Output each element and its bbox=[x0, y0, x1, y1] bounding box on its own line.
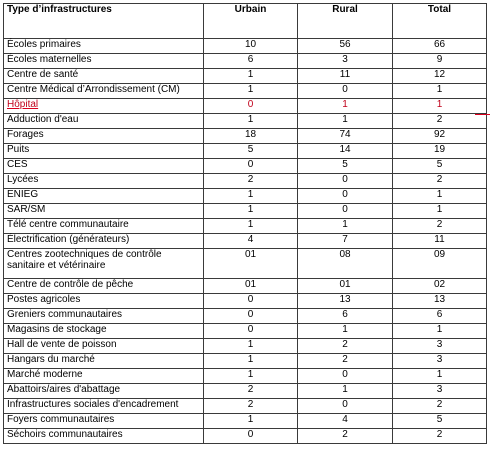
row-urbain bbox=[204, 384, 298, 399]
row-label bbox=[4, 249, 204, 279]
row-label bbox=[4, 174, 204, 189]
table-row bbox=[4, 174, 487, 189]
row-urbain-text: 5 bbox=[247, 144, 254, 155]
row-total-text: 1 bbox=[436, 99, 443, 110]
row-rural-text: 1 bbox=[342, 219, 348, 230]
row-rural-text: 0 bbox=[342, 189, 348, 200]
table-row bbox=[4, 69, 487, 84]
row-urbain-text: 1 bbox=[247, 219, 254, 230]
row-label-text: Foyers communautaires bbox=[7, 414, 115, 425]
row-rural bbox=[298, 309, 393, 324]
row-rural-text: 7 bbox=[342, 234, 348, 245]
row-urbain bbox=[204, 429, 298, 444]
row-total bbox=[393, 219, 487, 234]
row-label bbox=[4, 324, 204, 339]
row-label bbox=[4, 354, 204, 369]
row-rural-text: 0 bbox=[342, 204, 348, 215]
row-label-text: Centre Médical d’Arrondissement (CM) bbox=[7, 84, 180, 95]
row-total bbox=[393, 54, 487, 69]
row-label-text: Centres zootechniques de contrôle sanitaire et vétérinaire bbox=[7, 249, 162, 272]
row-urbain bbox=[204, 399, 298, 414]
row-urbain-text: 18 bbox=[244, 129, 257, 140]
table-row bbox=[4, 144, 487, 159]
row-urbain bbox=[204, 234, 298, 249]
row-total-text: 09 bbox=[433, 249, 446, 260]
row-total-text: 1 bbox=[436, 324, 443, 335]
row-label bbox=[4, 159, 204, 174]
row-total bbox=[393, 249, 487, 279]
row-label-text: Hôpital bbox=[7, 99, 39, 110]
row-total-text: 6 bbox=[436, 309, 443, 320]
row-label bbox=[4, 429, 204, 444]
row-total bbox=[393, 234, 487, 249]
row-label bbox=[4, 189, 204, 204]
row-urbain-text: 0 bbox=[247, 99, 254, 110]
row-label-text: Hall de vente de poisson bbox=[7, 339, 117, 350]
table-body bbox=[4, 39, 487, 444]
row-total bbox=[393, 309, 487, 324]
row-rural bbox=[298, 174, 393, 189]
row-total-text: 66 bbox=[433, 39, 446, 50]
table-header-row bbox=[4, 4, 487, 39]
row-urbain bbox=[204, 159, 298, 174]
row-total-text: 3 bbox=[436, 354, 443, 365]
row-total bbox=[393, 69, 487, 84]
row-label-text: Électrification (générateurs) bbox=[7, 234, 130, 245]
row-urbain bbox=[204, 324, 298, 339]
row-total bbox=[393, 99, 487, 114]
row-total-text: 1 bbox=[436, 369, 443, 380]
row-total-text: 5 bbox=[436, 159, 443, 170]
row-label-text: ENIEG bbox=[7, 189, 39, 200]
row-urbain bbox=[204, 189, 298, 204]
row-urbain-text: 0 bbox=[247, 294, 254, 305]
row-rural bbox=[298, 369, 393, 384]
row-rural-text: 01 bbox=[339, 279, 351, 290]
row-urbain bbox=[204, 99, 298, 114]
row-label bbox=[4, 294, 204, 309]
row-total-text: 1 bbox=[436, 189, 443, 200]
row-rural bbox=[298, 234, 393, 249]
row-label bbox=[4, 399, 204, 414]
row-rural-text: 4 bbox=[342, 414, 348, 425]
table-row bbox=[4, 129, 487, 144]
table-row bbox=[4, 84, 487, 99]
row-urbain bbox=[204, 54, 298, 69]
row-rural bbox=[298, 294, 393, 309]
row-urbain bbox=[204, 204, 298, 219]
row-rural bbox=[298, 279, 393, 294]
row-rural bbox=[298, 39, 393, 54]
row-total bbox=[393, 189, 487, 204]
row-total bbox=[393, 204, 487, 219]
table-row bbox=[4, 414, 487, 429]
row-rural-text: 13 bbox=[339, 294, 351, 305]
row-urbain-text: 2 bbox=[247, 174, 254, 185]
row-rural bbox=[298, 144, 393, 159]
row-total bbox=[393, 429, 487, 444]
row-label bbox=[4, 69, 204, 84]
row-urbain-text: 2 bbox=[247, 399, 254, 410]
row-label bbox=[4, 114, 204, 129]
table-row bbox=[4, 399, 487, 414]
row-label-text: Lycées bbox=[7, 174, 39, 185]
row-urbain-text: 0 bbox=[247, 159, 254, 170]
row-label-text: Écoles maternelles bbox=[7, 54, 92, 65]
row-total-text: 1 bbox=[436, 204, 443, 215]
header-urbain: Urbain bbox=[204, 4, 298, 39]
row-total bbox=[393, 39, 487, 54]
row-urbain bbox=[204, 129, 298, 144]
row-rural-text: 6 bbox=[342, 309, 348, 320]
row-total-text: 12 bbox=[433, 69, 446, 80]
header-type: Type d’infrastructures bbox=[4, 4, 204, 39]
row-rural bbox=[298, 189, 393, 204]
table-row bbox=[4, 234, 487, 249]
row-rural-text: 3 bbox=[342, 54, 348, 65]
row-label bbox=[4, 234, 204, 249]
row-label-text: Centre de santé bbox=[7, 69, 79, 80]
row-urbain-text: 10 bbox=[244, 39, 257, 50]
row-label-text: Séchoirs communautaires bbox=[7, 429, 123, 440]
row-rural bbox=[298, 429, 393, 444]
row-total bbox=[393, 414, 487, 429]
row-urbain-text: 0 bbox=[247, 429, 254, 440]
row-total-text: 2 bbox=[436, 174, 443, 185]
row-label-text: Abattoirs/aires d'abattage bbox=[7, 384, 121, 395]
row-label bbox=[4, 369, 204, 384]
infrastructure-table bbox=[3, 3, 487, 444]
row-rural-text: 08 bbox=[339, 249, 351, 260]
table-row bbox=[4, 159, 487, 174]
row-total bbox=[393, 114, 487, 129]
row-total-text: 02 bbox=[433, 279, 446, 290]
row-label-text: Adduction d'eau bbox=[7, 114, 79, 125]
row-rural-text: 0 bbox=[342, 369, 348, 380]
table-row bbox=[4, 339, 487, 354]
row-urbain bbox=[204, 369, 298, 384]
row-urbain bbox=[204, 84, 298, 99]
table-row bbox=[4, 39, 487, 54]
row-label bbox=[4, 204, 204, 219]
row-urbain-text: 6 bbox=[247, 54, 254, 65]
row-total-text: 2 bbox=[436, 399, 443, 410]
row-rural-text: 14 bbox=[339, 144, 351, 155]
row-rural bbox=[298, 99, 393, 114]
table-row bbox=[4, 279, 487, 294]
row-total-text: 3 bbox=[436, 339, 443, 350]
row-label-text: Forages bbox=[7, 129, 44, 140]
row-total-text: 19 bbox=[433, 144, 446, 155]
row-rural-text: 74 bbox=[339, 129, 351, 140]
row-rural-text: 2 bbox=[342, 429, 348, 440]
row-urbain bbox=[204, 339, 298, 354]
table-row bbox=[4, 294, 487, 309]
row-urbain bbox=[204, 309, 298, 324]
row-urbain bbox=[204, 144, 298, 159]
row-urbain-text: 1 bbox=[247, 204, 254, 215]
row-label-text: Hangars du marché bbox=[7, 354, 95, 365]
row-label-text: CES bbox=[7, 159, 28, 170]
table-row bbox=[4, 354, 487, 369]
row-urbain-text: 1 bbox=[247, 114, 254, 125]
row-total bbox=[393, 324, 487, 339]
row-rural-text: 1 bbox=[342, 114, 348, 125]
row-rural-text: 2 bbox=[342, 354, 348, 365]
row-label-text: Centre de contrôle de pêche bbox=[7, 279, 134, 290]
row-urbain bbox=[204, 174, 298, 189]
row-total bbox=[393, 399, 487, 414]
row-rural bbox=[298, 69, 393, 84]
row-urbain bbox=[204, 249, 298, 279]
row-urbain bbox=[204, 69, 298, 84]
row-urbain-text: 4 bbox=[247, 234, 254, 245]
row-total bbox=[393, 369, 487, 384]
row-rural bbox=[298, 339, 393, 354]
row-label bbox=[4, 129, 204, 144]
row-rural-text: 2 bbox=[342, 339, 348, 350]
row-rural bbox=[298, 54, 393, 69]
row-total-text: 2 bbox=[436, 114, 443, 125]
row-total bbox=[393, 279, 487, 294]
row-urbain-text: 1 bbox=[247, 69, 254, 80]
row-urbain-text: 1 bbox=[247, 369, 254, 380]
row-urbain bbox=[204, 279, 298, 294]
row-rural-text: 11 bbox=[339, 69, 351, 80]
row-total bbox=[393, 144, 487, 159]
row-total bbox=[393, 354, 487, 369]
row-total-text: 92 bbox=[433, 129, 446, 140]
row-label bbox=[4, 54, 204, 69]
table-row bbox=[4, 429, 487, 444]
row-label-text: Télé centre communautaire bbox=[7, 219, 129, 230]
row-rural bbox=[298, 114, 393, 129]
row-label bbox=[4, 219, 204, 234]
row-urbain-text: 1 bbox=[247, 339, 254, 350]
row-rural bbox=[298, 384, 393, 399]
row-urbain bbox=[204, 354, 298, 369]
row-label-text: Magasins de stockage bbox=[7, 324, 107, 335]
table-row bbox=[4, 54, 487, 69]
row-urbain bbox=[204, 39, 298, 54]
row-urbain-text: 0 bbox=[247, 309, 254, 320]
row-label-text: Postes agricoles bbox=[7, 294, 81, 305]
row-label bbox=[4, 384, 204, 399]
row-urbain-text: 1 bbox=[247, 414, 254, 425]
row-rural bbox=[298, 414, 393, 429]
row-rural bbox=[298, 204, 393, 219]
row-urbain-text: 01 bbox=[244, 249, 257, 260]
row-label bbox=[4, 39, 204, 54]
table-row bbox=[4, 309, 487, 324]
row-label-text: SAR/SM bbox=[7, 204, 46, 215]
table-row bbox=[4, 114, 487, 129]
row-total-text: 11 bbox=[434, 234, 445, 245]
row-rural-text: 0 bbox=[342, 174, 348, 185]
row-label bbox=[4, 84, 204, 99]
row-urbain bbox=[204, 294, 298, 309]
row-rural bbox=[298, 219, 393, 234]
row-rural-text: 1 bbox=[342, 324, 348, 335]
row-label-text: Marché moderne bbox=[7, 369, 83, 380]
row-total bbox=[393, 159, 487, 174]
row-total-text: 2 bbox=[436, 429, 443, 440]
row-total-text: 9 bbox=[436, 54, 443, 65]
row-urbain bbox=[204, 219, 298, 234]
row-label bbox=[4, 414, 204, 429]
row-rural-text: 1 bbox=[342, 384, 348, 395]
row-rural bbox=[298, 249, 393, 279]
row-total bbox=[393, 84, 487, 99]
revision-mark bbox=[475, 114, 490, 115]
row-total bbox=[393, 174, 487, 189]
row-urbain bbox=[204, 114, 298, 129]
row-urbain-text: 0 bbox=[247, 324, 254, 335]
row-rural bbox=[298, 324, 393, 339]
row-urbain bbox=[204, 414, 298, 429]
row-rural-text: 56 bbox=[339, 39, 351, 50]
row-total bbox=[393, 339, 487, 354]
table-row bbox=[4, 189, 487, 204]
row-label bbox=[4, 339, 204, 354]
row-urbain-text: 2 bbox=[247, 384, 254, 395]
row-rural bbox=[298, 84, 393, 99]
row-total bbox=[393, 129, 487, 144]
row-urbain-text: 1 bbox=[247, 189, 254, 200]
table-row bbox=[4, 204, 487, 219]
table-row bbox=[4, 369, 487, 384]
row-urbain-text: 1 bbox=[247, 354, 254, 365]
row-label-text: Infrastructures sociales d'encadrement bbox=[7, 399, 179, 410]
row-rural-text: 5 bbox=[342, 159, 348, 170]
table-row bbox=[4, 249, 487, 279]
table-row bbox=[4, 99, 487, 114]
row-total-text: 13 bbox=[433, 294, 446, 305]
row-label bbox=[4, 279, 204, 294]
table-row bbox=[4, 324, 487, 339]
row-total bbox=[393, 384, 487, 399]
row-total bbox=[393, 294, 487, 309]
header-total: Total bbox=[393, 4, 487, 39]
table-row bbox=[4, 384, 487, 399]
row-total-text: 5 bbox=[436, 414, 443, 425]
row-rural-text: 0 bbox=[342, 84, 348, 95]
row-urbain-text: 1 bbox=[247, 84, 254, 95]
row-label-text: Greniers communautaires bbox=[7, 309, 123, 320]
header-rural: Rural bbox=[298, 4, 393, 39]
row-total-text: 1 bbox=[436, 84, 443, 95]
row-rural bbox=[298, 354, 393, 369]
row-label bbox=[4, 99, 204, 114]
row-rural-text: 0 bbox=[342, 399, 348, 410]
row-total-text: 2 bbox=[436, 219, 443, 230]
row-label bbox=[4, 309, 204, 324]
row-total-text: 3 bbox=[436, 384, 443, 395]
row-rural bbox=[298, 399, 393, 414]
table-row bbox=[4, 219, 487, 234]
row-label-text: Puits bbox=[7, 144, 30, 155]
row-rural-text: 1 bbox=[342, 99, 348, 110]
row-rural bbox=[298, 129, 393, 144]
row-rural bbox=[298, 159, 393, 174]
row-label bbox=[4, 144, 204, 159]
row-urbain-text: 01 bbox=[244, 279, 257, 290]
row-label-text: Écoles primaires bbox=[7, 39, 81, 50]
